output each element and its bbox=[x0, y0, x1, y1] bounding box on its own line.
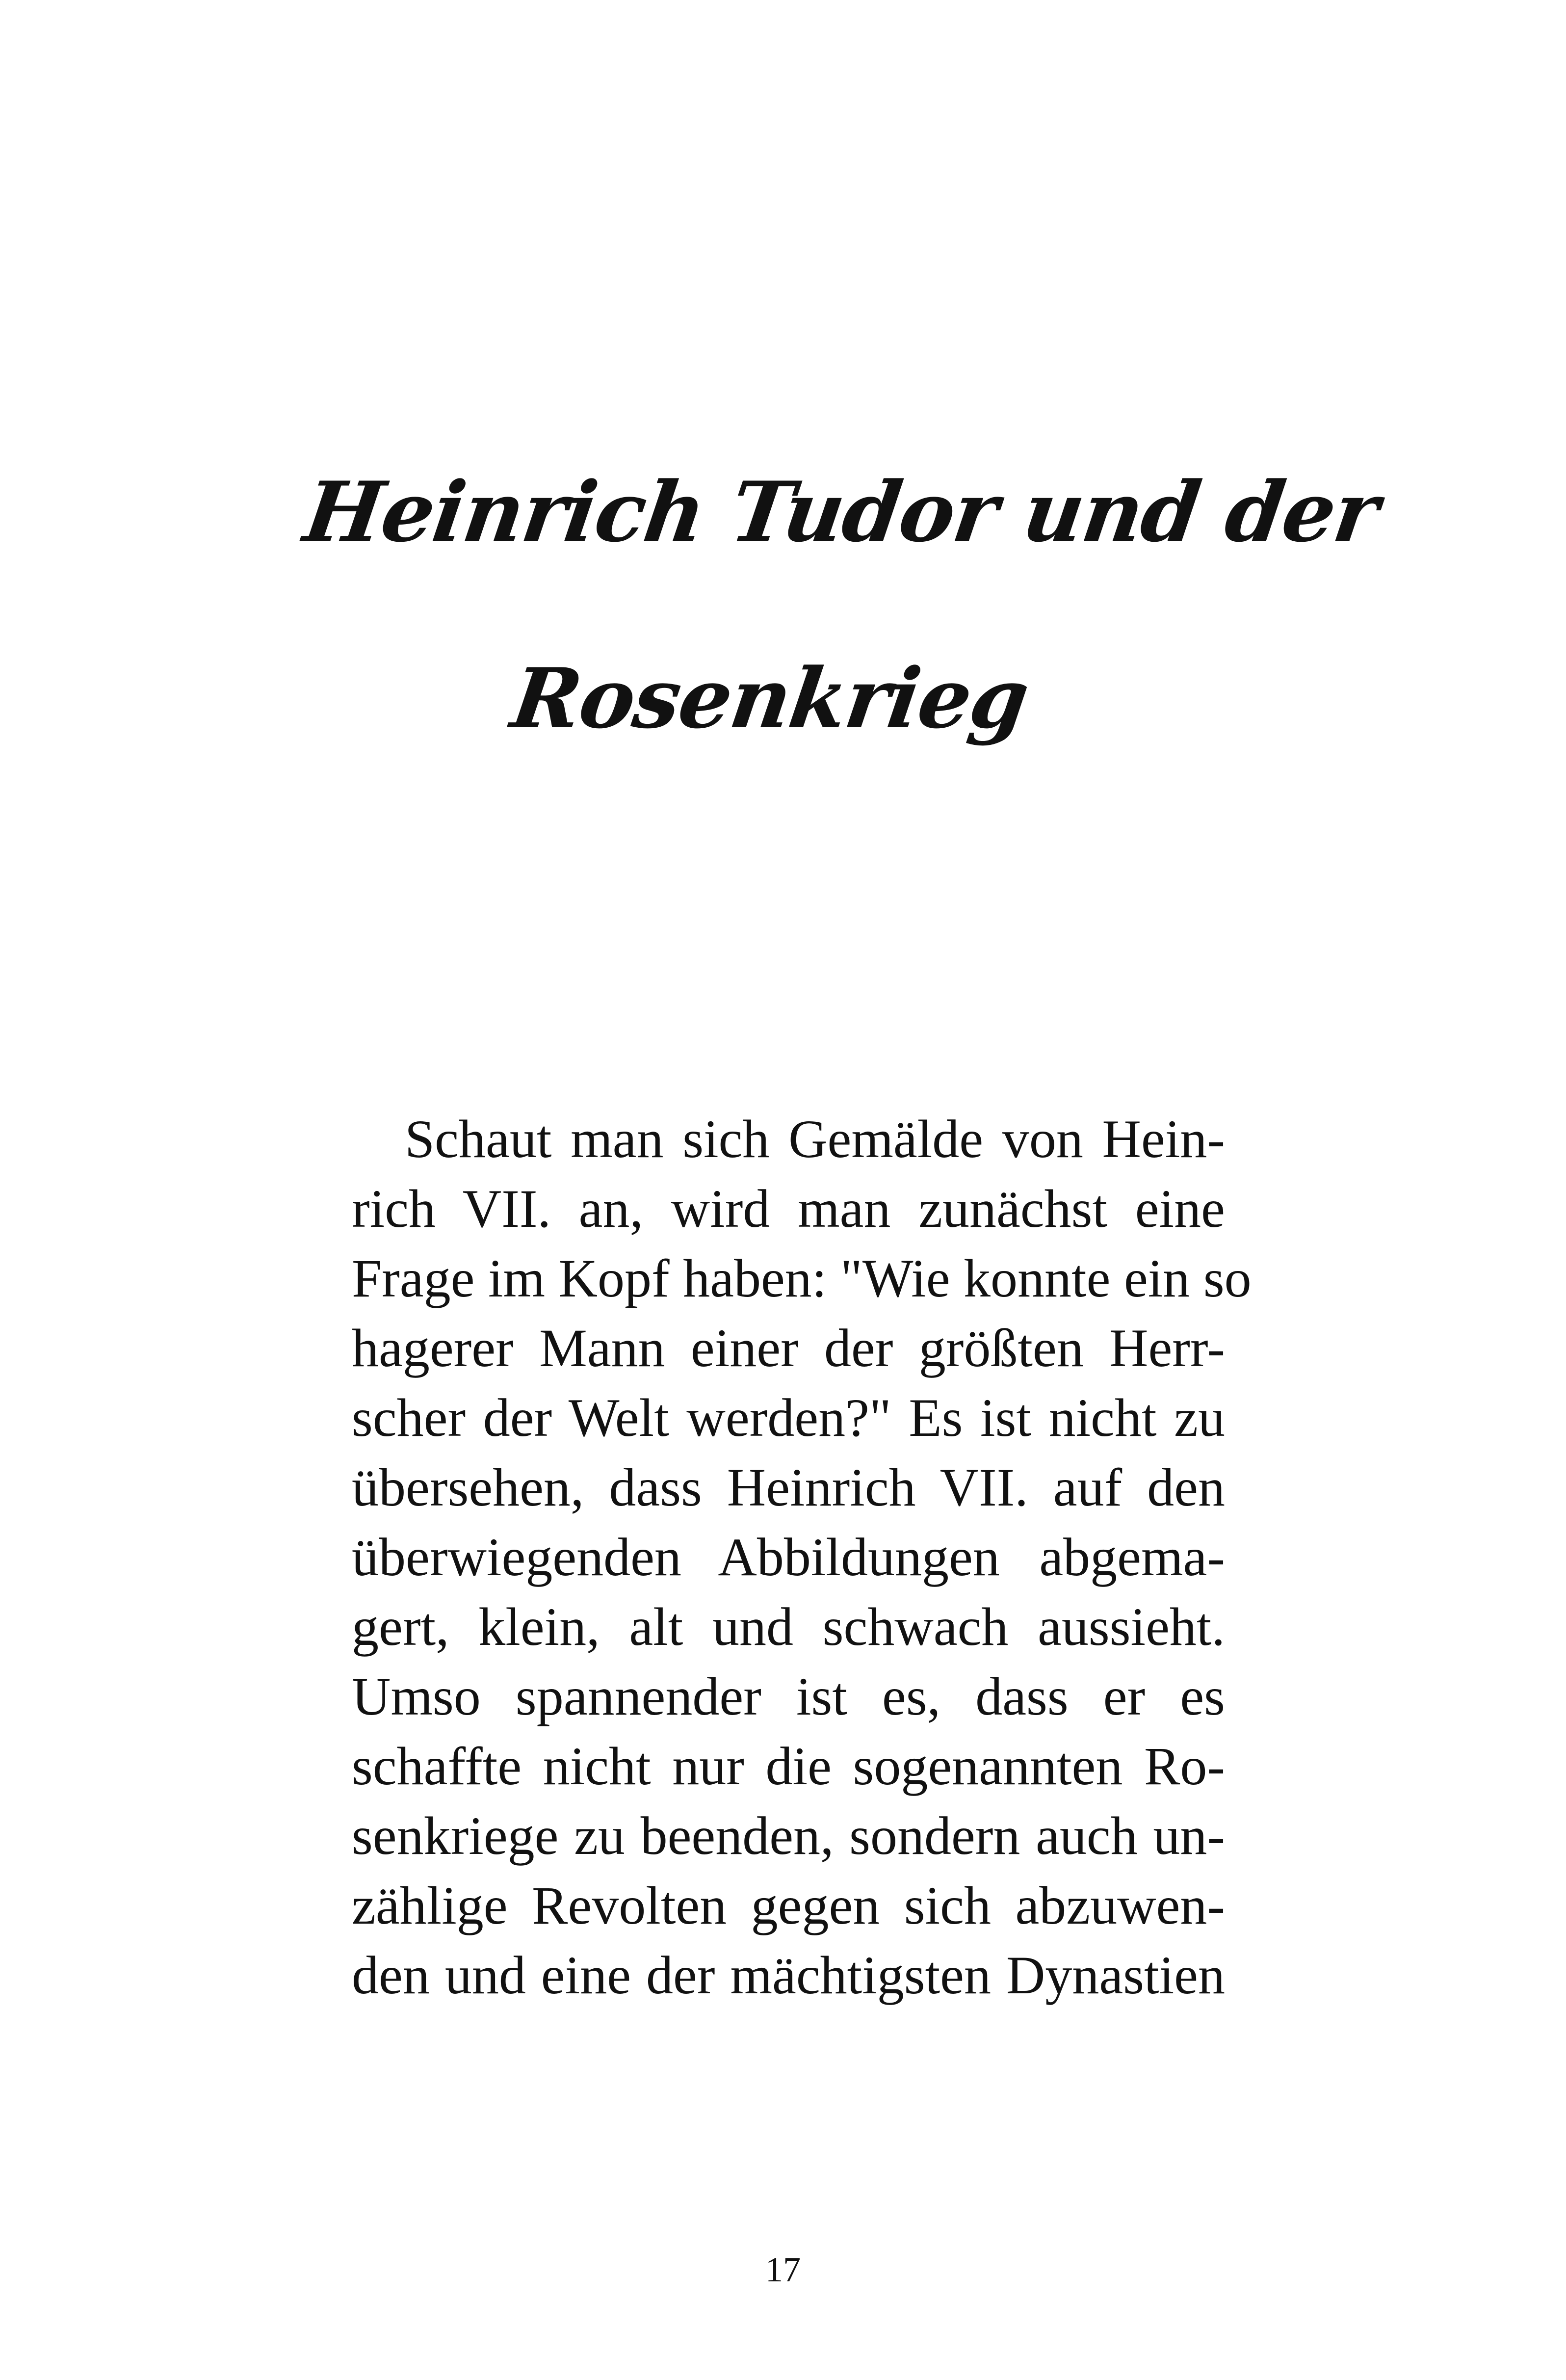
body-line: hagerer Mann einer der größten Herr- bbox=[352, 1318, 1225, 1378]
body-line: rich VII. an, wird man zunächst eine bbox=[352, 1179, 1225, 1239]
body-line: gert, klein, alt und schwach aussieht. bbox=[352, 1597, 1225, 1657]
body-line: Umso spannender ist es, dass er es bbox=[352, 1666, 1225, 1726]
body-line: den und eine der mächtigsten Dynastien bbox=[352, 1945, 1225, 2005]
body-line: senkriege zu beenden, sondern auch un- bbox=[352, 1806, 1225, 1866]
body-paragraph bbox=[352, 1104, 1252, 2010]
chapter-title bbox=[266, 419, 1384, 792]
page-number: 17 bbox=[765, 2250, 801, 2289]
body-line: Schaut man sich Gemälde von Hein- bbox=[405, 1109, 1225, 1169]
body-line: übersehen, dass Heinrich VII. auf den bbox=[352, 1457, 1225, 1517]
body-line: zählige Revolten gegen sich abzuwen- bbox=[352, 1876, 1225, 1935]
body-line: schaffte nicht nur die sogenannten Ro- bbox=[352, 1736, 1225, 1796]
chapter-title-line-1: Heinrich Tudor und der bbox=[298, 463, 1384, 560]
body-line: scher der Welt werden?" Es ist nicht zu bbox=[352, 1388, 1225, 1448]
body-line: überwiegenden Abbildungen abgema- bbox=[352, 1527, 1225, 1587]
chapter-title-line-2: Rosenkrieg bbox=[506, 649, 1034, 747]
body-line: Frage im Kopf haben: "Wie konnte ein so bbox=[352, 1248, 1252, 1308]
